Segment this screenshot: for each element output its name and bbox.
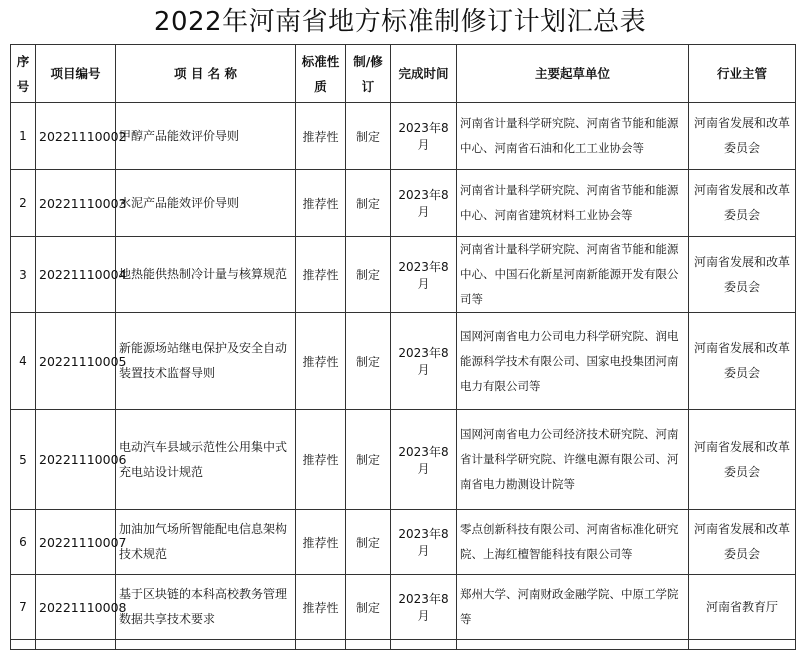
table-row (11, 103, 796, 170)
cell-name: 水泥产品能效评价导则 (116, 170, 296, 237)
cell-dept: 河南省发展和改革委员会 (689, 237, 796, 313)
cell-empty (296, 640, 346, 650)
cell-org: 国网河南省电力公司电力科学研究院、润电能源科学技术有限公司、国家电投集团河南电力有限公司等 (457, 313, 689, 410)
cell-mode: 制定 (346, 410, 391, 510)
cell-name: 新能源场站继电保护及安全自动装置技术监督导则 (116, 313, 296, 410)
cell-empty (689, 640, 796, 650)
cell-no: 7 (11, 575, 36, 640)
cell-dept: 河南省发展和改革委员会 (689, 313, 796, 410)
cell-org: 河南省计量科学研究院、河南省节能和能源中心、河南省建筑材料工业协会等 (457, 170, 689, 237)
cell-no: 5 (11, 410, 36, 510)
cell-mode: 制定 (346, 575, 391, 640)
cell-mode: 制定 (346, 103, 391, 170)
cell-no: 1 (11, 103, 36, 170)
header-no: 序号 (11, 45, 36, 103)
cell-org: 河南省计量科学研究院、河南省节能和能源中心、河南省石油和化工工业协会等 (457, 103, 689, 170)
cell-empty (116, 640, 296, 650)
cell-due: 2023年8月 (391, 410, 457, 510)
cell-code: 20221110003 (36, 170, 116, 237)
table-row (11, 237, 796, 313)
header-due: 完成时间 (391, 45, 457, 103)
cell-org: 国网河南省电力公司经济技术研究院、河南省计量科学研究院、许继电源有限公司、河南省电力勘测设计院等 (457, 410, 689, 510)
header-dept: 行业主管 (689, 45, 796, 103)
cell-code: 20221110006 (36, 410, 116, 510)
table-row (11, 575, 796, 640)
table-row-partial (11, 640, 796, 650)
cell-dept: 河南省教育厅 (689, 575, 796, 640)
cell-name: 地热能供热制冷计量与核算规范 (116, 237, 296, 313)
cell-code: 20221110004 (36, 237, 116, 313)
cell-mode: 制定 (346, 170, 391, 237)
table-row (11, 510, 796, 575)
page-title: 2022年河南省地方标准制修订计划汇总表 (153, 7, 647, 37)
cell-dept: 河南省发展和改革委员会 (689, 410, 796, 510)
cell-due: 2023年8月 (391, 170, 457, 237)
cell-org: 河南省计量科学研究院、河南省节能和能源中心、中国石化新星河南新能源开发有限公司等 (457, 237, 689, 313)
cell-org: 郑州大学、河南财政金融学院、中原工学院等 (457, 575, 689, 640)
cell-due: 2023年8月 (391, 103, 457, 170)
cell-due: 2023年8月 (391, 575, 457, 640)
cell-mode: 制定 (346, 237, 391, 313)
cell-type: 推荐性 (296, 170, 346, 237)
cell-code: 20221110008 (36, 575, 116, 640)
header-org: 主要起草单位 (457, 45, 689, 103)
header-name: 项 目 名 称 (116, 45, 296, 103)
cell-code: 20221110007 (36, 510, 116, 575)
header-mode: 制/修订 (346, 45, 391, 103)
cell-empty (391, 640, 457, 650)
cell-no: 2 (11, 170, 36, 237)
cell-due: 2023年8月 (391, 510, 457, 575)
cell-type: 推荐性 (296, 575, 346, 640)
cell-no: 3 (11, 237, 36, 313)
cell-mode: 制定 (346, 313, 391, 410)
cell-code: 20221110005 (36, 313, 116, 410)
cell-dept: 河南省发展和改革委员会 (689, 510, 796, 575)
cell-name: 加油加气场所智能配电信息架构技术规范 (116, 510, 296, 575)
cell-no: 4 (11, 313, 36, 410)
cell-org: 零点创新科技有限公司、河南省标准化研究院、上海红檀智能科技有限公司等 (457, 510, 689, 575)
cell-dept: 河南省发展和改革委员会 (689, 103, 796, 170)
standards-table (10, 44, 796, 650)
cell-dept: 河南省发展和改革委员会 (689, 170, 796, 237)
header-type: 标准性质 (296, 45, 346, 103)
cell-type: 推荐性 (296, 103, 346, 170)
cell-due: 2023年8月 (391, 313, 457, 410)
cell-name: 电动汽车县域示范性公用集中式充电站设计规范 (116, 410, 296, 510)
cell-empty (457, 640, 689, 650)
cell-type: 推荐性 (296, 237, 346, 313)
cell-type: 推荐性 (296, 410, 346, 510)
header-code: 项目编号 (36, 45, 116, 103)
table-row (11, 170, 796, 237)
table-header-row (11, 45, 796, 103)
table-row (11, 410, 796, 510)
cell-no: 6 (11, 510, 36, 575)
cell-type: 推荐性 (296, 313, 346, 410)
cell-name: 基于区块链的本科高校教务管理数据共享技术要求 (116, 575, 296, 640)
table-row (11, 313, 796, 410)
cell-name: 甲醇产品能效评价导则 (116, 103, 296, 170)
cell-code: 20221110002 (36, 103, 116, 170)
cell-empty (11, 640, 36, 650)
cell-empty (36, 640, 116, 650)
cell-mode: 制定 (346, 510, 391, 575)
cell-type: 推荐性 (296, 510, 346, 575)
cell-empty (346, 640, 391, 650)
cell-due: 2023年8月 (391, 237, 457, 313)
